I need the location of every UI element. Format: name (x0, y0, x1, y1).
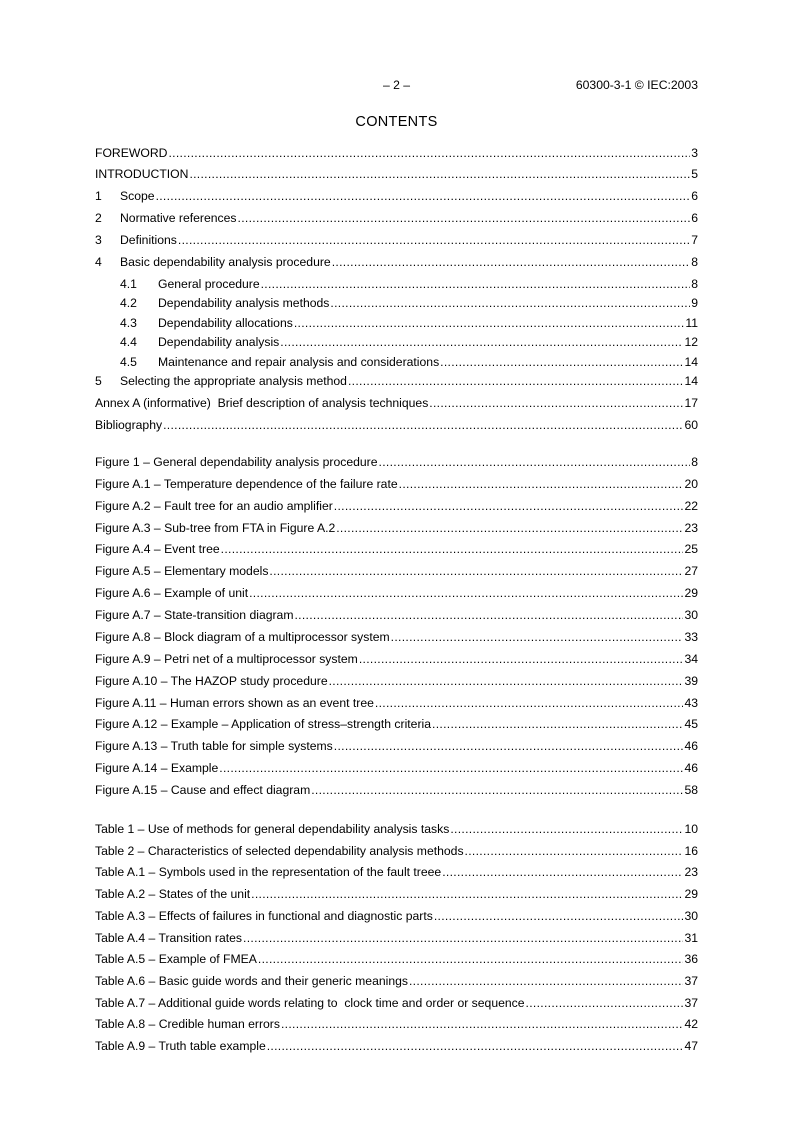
figure-entry[interactable] (95, 652, 698, 667)
entry-label: Dependability analysis methods (158, 296, 330, 310)
entry-label: Table A.1 – Symbols used in the representation of the fault treee (95, 865, 442, 879)
entry-page-number: 34 (684, 652, 698, 666)
entry-page-number: 16 (684, 844, 698, 858)
entry-page-number: 5 (691, 167, 698, 181)
figure-entry[interactable] (95, 739, 698, 754)
dot-leader (379, 455, 691, 470)
toc-entry[interactable] (95, 233, 698, 248)
entry-page-number: 8 (691, 255, 698, 269)
figure-entry[interactable] (95, 477, 698, 492)
entry-label: Table A.6 – Basic guide words and their generic meanings (95, 974, 408, 988)
figure-entry[interactable] (95, 586, 698, 601)
dot-leader (238, 211, 691, 226)
dot-leader (163, 418, 683, 433)
figure-entry[interactable] (95, 499, 698, 514)
entry-page-number: 33 (684, 630, 698, 644)
entry-label: Dependability analysis (158, 335, 280, 349)
entry-label: Figure A.9 – Petri net of a multiprocessor system (95, 652, 358, 666)
table-entry[interactable] (95, 844, 698, 859)
figure-entry[interactable] (95, 761, 698, 776)
entry-page-number: 46 (684, 761, 698, 775)
dot-leader (334, 739, 684, 754)
entry-page-number: 30 (684, 909, 698, 923)
entry-label: Figure A.8 – Block diagram of a multiprocessor system (95, 630, 390, 644)
dot-leader (178, 233, 690, 248)
dot-leader (440, 355, 683, 370)
dot-leader (348, 374, 683, 389)
entry-label: Annex A (informative) Brief description of analysis techniques (95, 396, 429, 410)
dot-leader (311, 783, 683, 798)
dot-leader (450, 822, 683, 837)
entry-number: 2 (95, 211, 102, 225)
entry-label: Figure A.12 – Example – Application of stress–strength criteria (95, 717, 432, 731)
dot-leader (156, 189, 691, 204)
figure-entry[interactable] (95, 783, 698, 798)
entry-page-number: 23 (684, 521, 698, 535)
table-entry[interactable] (95, 822, 698, 837)
entry-label: Table A.4 – Transition rates (95, 931, 243, 945)
entry-label: Figure A.15 – Cause and effect diagram (95, 783, 311, 797)
entry-label: Dependability allocations (158, 316, 293, 330)
dot-leader (465, 844, 684, 859)
dot-leader (168, 146, 690, 161)
dot-leader (329, 674, 684, 689)
entry-number: 5 (95, 374, 102, 388)
entry-page-number: 42 (684, 1017, 698, 1031)
entry-label: Selecting the appropriate analysis method (120, 374, 347, 388)
toc-entry[interactable] (95, 255, 698, 270)
dot-leader (359, 652, 684, 667)
entry-label: Figure A.1 – Temperature dependence of the failure rate (95, 477, 398, 491)
entry-label: General procedure (158, 277, 260, 291)
dot-leader (434, 909, 684, 924)
entry-page-number: 23 (684, 865, 698, 879)
entry-label: Normative references (120, 211, 237, 225)
entry-label: Figure A.6 – Example of unit (95, 586, 249, 600)
dot-leader (375, 696, 684, 711)
dot-leader (280, 335, 683, 350)
dot-leader (249, 586, 683, 601)
figure-entry[interactable] (95, 674, 698, 689)
figure-entry[interactable] (95, 696, 698, 711)
dot-leader (295, 608, 684, 623)
entry-page-number: 6 (691, 189, 698, 203)
dot-leader (391, 630, 684, 645)
entry-label: Figure A.14 – Example (95, 761, 219, 775)
toc-entry[interactable] (95, 277, 698, 292)
entry-page-number: 43 (684, 696, 698, 710)
entry-label: Figure A.13 – Truth table for simple systems (95, 739, 333, 753)
entry-page-number: 9 (691, 296, 698, 310)
entry-page-number: 12 (684, 335, 698, 349)
table-entry[interactable] (95, 952, 698, 967)
entry-page-number: 14 (684, 374, 698, 388)
dot-leader (221, 542, 684, 557)
entry-label: Table A.3 – Effects of failures in functional and diagnostic parts (95, 909, 433, 923)
dot-leader (251, 887, 683, 902)
figure-entry[interactable] (95, 630, 698, 645)
entry-label: INTRODUCTION (95, 167, 189, 181)
entry-label: Table 1 – Use of methods for general dependability analysis tasks (95, 822, 450, 836)
document-reference: 60300-3-1 © IEC:2003 (575, 78, 698, 92)
toc-entry[interactable] (95, 296, 698, 311)
dot-leader (243, 931, 683, 946)
page-header (95, 78, 698, 94)
toc-entry[interactable] (95, 189, 698, 204)
entry-label: FOREWORD (95, 146, 168, 160)
toc-entry[interactable] (95, 316, 698, 331)
entry-page-number: 20 (684, 477, 698, 491)
table-entry[interactable] (95, 909, 698, 924)
entry-page-number: 29 (684, 586, 698, 600)
dot-leader (281, 1017, 683, 1032)
figure-entry[interactable] (95, 455, 698, 470)
entry-page-number: 30 (684, 608, 698, 622)
dot-leader (189, 167, 690, 182)
entry-label: Basic dependability analysis procedure (120, 255, 331, 269)
figure-entry[interactable] (95, 717, 698, 732)
table-entry[interactable] (95, 996, 698, 1011)
entry-label: Bibliography (95, 418, 163, 432)
entry-page-number: 3 (691, 146, 698, 160)
entry-number: 4 (95, 255, 102, 269)
entry-label: Figure A.10 – The HAZOP study procedure (95, 674, 328, 688)
entry-page-number: 31 (684, 931, 698, 945)
entry-page-number: 45 (684, 717, 698, 731)
entry-page-number: 8 (691, 277, 698, 291)
entry-page-number: 39 (684, 674, 698, 688)
figure-entry[interactable] (95, 542, 698, 557)
entry-number: 4.1 (120, 277, 137, 291)
entry-page-number: 10 (684, 822, 698, 836)
toc-entry[interactable] (95, 167, 698, 182)
entry-page-number: 29 (684, 887, 698, 901)
contents-title: CONTENTS (355, 114, 438, 130)
entry-number: 4.4 (120, 335, 137, 349)
toc-entry[interactable] (95, 211, 698, 226)
dot-leader (442, 865, 683, 880)
page-number: – 2 – (382, 78, 411, 92)
figure-entry[interactable] (95, 564, 698, 579)
toc-entry[interactable] (95, 374, 698, 389)
dot-leader (409, 974, 683, 989)
entry-label: Table A.2 – States of the unit (95, 887, 251, 901)
entry-page-number: 6 (691, 211, 698, 225)
entry-label: Table A.5 – Example of FMEA (95, 952, 257, 966)
dot-leader (432, 717, 683, 732)
entry-number: 3 (95, 233, 102, 247)
entry-label: Table 2 – Characteristics of selected dependability analysis methods (95, 844, 464, 858)
dot-leader (261, 277, 691, 292)
dot-leader (429, 396, 683, 411)
table-entry[interactable] (95, 1017, 698, 1032)
table-entry[interactable] (95, 974, 698, 989)
entry-page-number: 37 (684, 974, 698, 988)
entry-label: Figure A.2 – Fault tree for an audio amplifier (95, 499, 333, 513)
dot-leader (294, 316, 685, 331)
entry-label: Figure 1 – General dependability analysis procedure (95, 455, 378, 469)
dot-leader (267, 1039, 684, 1054)
dot-leader (258, 952, 684, 967)
entry-page-number: 17 (684, 396, 698, 410)
entry-number: 4.3 (120, 316, 137, 330)
entry-page-number: 7 (691, 233, 698, 247)
entry-label: Maintenance and repair analysis and considerations (158, 355, 440, 369)
entry-label: Table A.8 – Credible human errors (95, 1017, 280, 1031)
table-entry[interactable] (95, 1039, 698, 1054)
dot-leader (219, 761, 683, 776)
figure-entry[interactable] (95, 521, 698, 536)
entry-number: 1 (95, 189, 102, 203)
dot-leader (330, 296, 690, 311)
entry-page-number: 27 (684, 564, 698, 578)
entry-label: Figure A.4 – Event tree (95, 542, 220, 556)
entry-label: Figure A.11 – Human errors shown as an event tree (95, 696, 374, 710)
dot-leader (399, 477, 684, 492)
table-entry[interactable] (95, 887, 698, 902)
entry-page-number: 22 (684, 499, 698, 513)
entry-label: Figure A.7 – State-transition diagram (95, 608, 294, 622)
entry-page-number: 14 (684, 355, 698, 369)
entry-page-number: 60 (684, 418, 698, 432)
entry-page-number: 58 (684, 783, 698, 797)
table-entry[interactable] (95, 865, 698, 880)
toc-entry[interactable] (95, 355, 698, 370)
entry-label: Figure A.5 – Elementary models (95, 564, 269, 578)
toc-entry[interactable] (95, 396, 698, 411)
dot-leader (269, 564, 683, 579)
entry-label: Table A.9 – Truth table example (95, 1039, 266, 1053)
entry-page-number: 25 (684, 542, 698, 556)
entry-label: Definitions (120, 233, 177, 247)
dot-leader (336, 521, 683, 536)
entry-page-number: 47 (684, 1039, 698, 1053)
figure-entry[interactable] (95, 608, 698, 623)
entry-page-number: 37 (684, 996, 698, 1010)
toc-entry[interactable] (95, 146, 698, 161)
toc-entry[interactable] (95, 418, 698, 433)
entry-number: 4.2 (120, 296, 137, 310)
table-entry[interactable] (95, 931, 698, 946)
entry-number: 4.5 (120, 355, 137, 369)
entry-page-number: 8 (691, 455, 698, 469)
toc-entry[interactable] (95, 335, 698, 350)
dot-leader (334, 499, 684, 514)
entry-label: Table A.7 – Additional guide words relating to clock time and order or sequence (95, 996, 525, 1010)
dot-leader (526, 996, 684, 1011)
entry-page-number: 36 (684, 952, 698, 966)
entry-label: Figure A.3 – Sub-tree from FTA in Figure A.2 (95, 521, 336, 535)
entry-page-number: 11 (685, 316, 698, 330)
entry-label: Scope (120, 189, 155, 203)
dot-leader (332, 255, 691, 270)
entry-page-number: 46 (684, 739, 698, 753)
